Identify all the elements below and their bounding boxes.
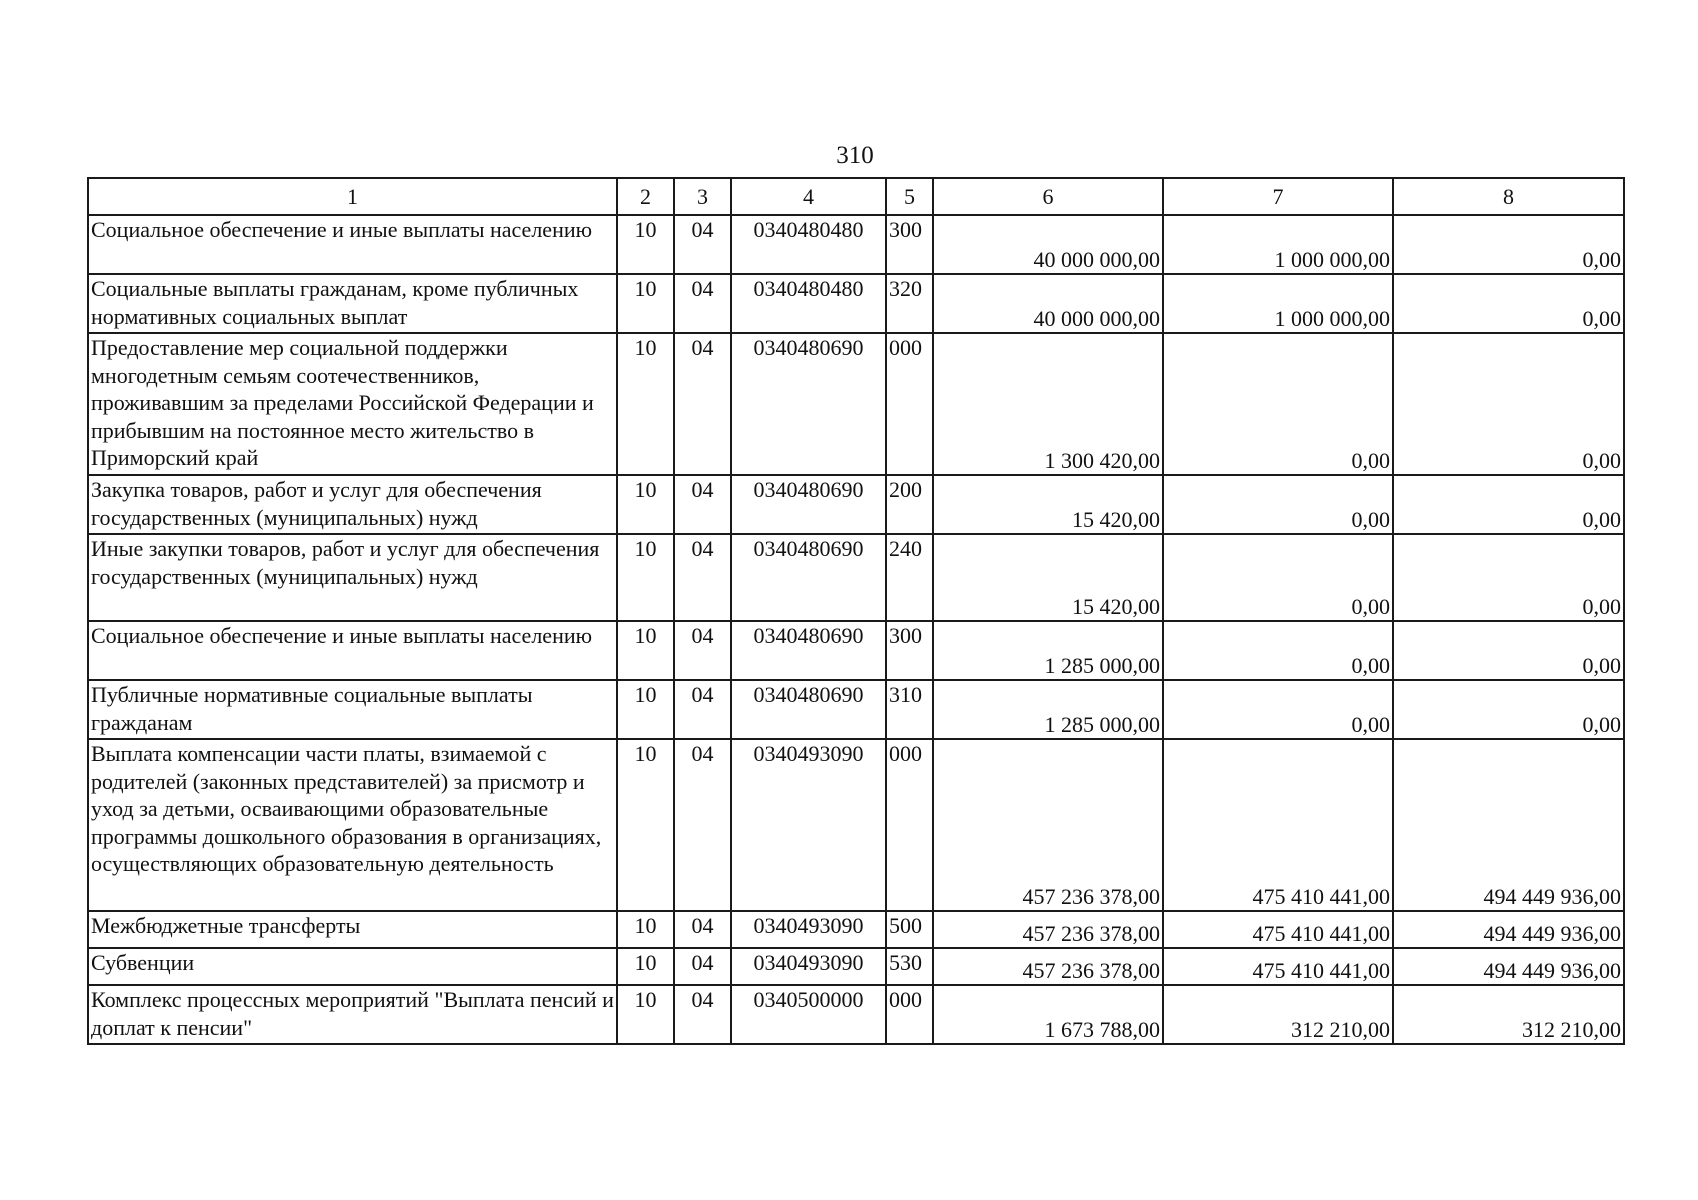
row-amount-2: 1 000 000,00 (1163, 215, 1393, 274)
row-amount-3: 0,00 (1393, 680, 1624, 739)
row-subsection: 04 (674, 333, 731, 475)
row-amount-3: 312 210,00 (1393, 985, 1624, 1044)
row-subsection: 04 (674, 621, 731, 680)
row-amount-3: 0,00 (1393, 333, 1624, 475)
row-name: Социальное обеспечение и иные выплаты населению (88, 215, 617, 274)
row-name: Социальное обеспечение и иные выплаты населению (88, 621, 617, 680)
row-subsection: 04 (674, 680, 731, 739)
row-name: Межбюджетные трансферты (88, 911, 617, 948)
row-section: 10 (617, 475, 674, 534)
row-subsection: 04 (674, 534, 731, 621)
row-amount-1: 1 285 000,00 (933, 621, 1163, 680)
column-header-2: 2 (617, 178, 674, 215)
row-subsection: 04 (674, 985, 731, 1044)
row-name: Иные закупки товаров, работ и услуг для обеспечения государственных (муниципальных) нужд (88, 534, 617, 621)
row-kind: 310 (886, 680, 933, 739)
column-header-3: 3 (674, 178, 731, 215)
row-name: Закупка товаров, работ и услуг для обеспечения государственных (муниципальных) нужд (88, 475, 617, 534)
row-subsection: 04 (674, 475, 731, 534)
row-amount-3: 0,00 (1393, 274, 1624, 333)
row-amount-3: 0,00 (1393, 534, 1624, 621)
row-amount-3: 494 449 936,00 (1393, 911, 1624, 948)
column-header-6: 6 (933, 178, 1163, 215)
row-amount-2: 0,00 (1163, 475, 1393, 534)
column-header-7: 7 (1163, 178, 1393, 215)
table-row (88, 985, 1624, 1044)
row-section: 10 (617, 274, 674, 333)
row-kind: 320 (886, 274, 933, 333)
row-section: 10 (617, 534, 674, 621)
row-amount-3: 0,00 (1393, 215, 1624, 274)
row-section: 10 (617, 985, 674, 1044)
row-amount-1: 1 300 420,00 (933, 333, 1163, 475)
row-target: 0340500000 (731, 985, 886, 1044)
row-name: Публичные нормативные социальные выплаты гражданам (88, 680, 617, 739)
row-target: 0340480480 (731, 215, 886, 274)
table-row (88, 680, 1624, 739)
column-header-8: 8 (1393, 178, 1624, 215)
row-subsection: 04 (674, 739, 731, 911)
budget-table (87, 177, 1625, 1045)
row-amount-2: 475 410 441,00 (1163, 739, 1393, 911)
row-target: 0340480690 (731, 621, 886, 680)
row-kind: 530 (886, 948, 933, 985)
row-name: Выплата компенсации части платы, взимаемой с родителей (законных представителей) за присмотр и уход за детьми, осваивающими образовательные программы дошкольного образования в организациях, осуществляющих образовательную деятельность (88, 739, 617, 911)
row-subsection: 04 (674, 274, 731, 333)
row-amount-2: 0,00 (1163, 621, 1393, 680)
row-target: 0340493090 (731, 739, 886, 911)
row-amount-2: 312 210,00 (1163, 985, 1393, 1044)
row-name: Социальные выплаты гражданам, кроме публичных нормативных социальных выплат (88, 274, 617, 333)
row-kind: 240 (886, 534, 933, 621)
row-target: 0340480690 (731, 333, 886, 475)
row-amount-1: 1 673 788,00 (933, 985, 1163, 1044)
row-target: 0340480690 (731, 680, 886, 739)
row-target: 0340493090 (731, 948, 886, 985)
row-target: 0340493090 (731, 911, 886, 948)
row-amount-2: 0,00 (1163, 680, 1393, 739)
row-section: 10 (617, 739, 674, 911)
row-section: 10 (617, 215, 674, 274)
row-amount-1: 40 000 000,00 (933, 215, 1163, 274)
table-row (88, 948, 1624, 985)
row-name: Субвенции (88, 948, 617, 985)
table-row (88, 621, 1624, 680)
row-name: Комплекс процессных мероприятий "Выплата пенсий и доплат к пенсии" (88, 985, 617, 1044)
row-section: 10 (617, 911, 674, 948)
row-amount-2: 475 410 441,00 (1163, 911, 1393, 948)
row-section: 10 (617, 621, 674, 680)
row-amount-3: 494 449 936,00 (1393, 948, 1624, 985)
row-amount-3: 494 449 936,00 (1393, 739, 1624, 911)
row-amount-3: 0,00 (1393, 621, 1624, 680)
row-amount-2: 0,00 (1163, 333, 1393, 475)
row-section: 10 (617, 333, 674, 475)
table-row (88, 333, 1624, 475)
row-amount-2: 0,00 (1163, 534, 1393, 621)
column-header-1: 1 (88, 178, 617, 215)
row-target: 0340480690 (731, 475, 886, 534)
header-row (88, 178, 1624, 215)
row-amount-3: 0,00 (1393, 475, 1624, 534)
row-target: 0340480690 (731, 534, 886, 621)
row-subsection: 04 (674, 911, 731, 948)
table-row (88, 215, 1624, 274)
table-row (88, 911, 1624, 948)
table-row (88, 534, 1624, 621)
table-row (88, 274, 1624, 333)
column-header-4: 4 (731, 178, 886, 215)
row-subsection: 04 (674, 948, 731, 985)
row-amount-1: 457 236 378,00 (933, 911, 1163, 948)
row-kind: 300 (886, 621, 933, 680)
table-row (88, 475, 1624, 534)
row-kind: 500 (886, 911, 933, 948)
row-kind: 000 (886, 739, 933, 911)
row-amount-2: 1 000 000,00 (1163, 274, 1393, 333)
row-amount-1: 15 420,00 (933, 475, 1163, 534)
row-kind: 200 (886, 475, 933, 534)
row-amount-1: 15 420,00 (933, 534, 1163, 621)
row-name: Предоставление мер социальной поддержки многодетным семьям соотечественников, проживавшим за пределами Российской Федерации и прибывшим на постоянное место жительство в Приморский край (88, 333, 617, 475)
column-header-5: 5 (886, 178, 933, 215)
row-kind: 300 (886, 215, 933, 274)
row-amount-1: 457 236 378,00 (933, 739, 1163, 911)
row-amount-2: 475 410 441,00 (1163, 948, 1393, 985)
page-number: 310 (836, 142, 874, 169)
row-kind: 000 (886, 333, 933, 475)
row-amount-1: 40 000 000,00 (933, 274, 1163, 333)
row-amount-1: 1 285 000,00 (933, 680, 1163, 739)
row-subsection: 04 (674, 215, 731, 274)
row-amount-1: 457 236 378,00 (933, 948, 1163, 985)
row-section: 10 (617, 680, 674, 739)
table-row (88, 739, 1624, 911)
row-target: 0340480480 (731, 274, 886, 333)
row-section: 10 (617, 948, 674, 985)
row-kind: 000 (886, 985, 933, 1044)
